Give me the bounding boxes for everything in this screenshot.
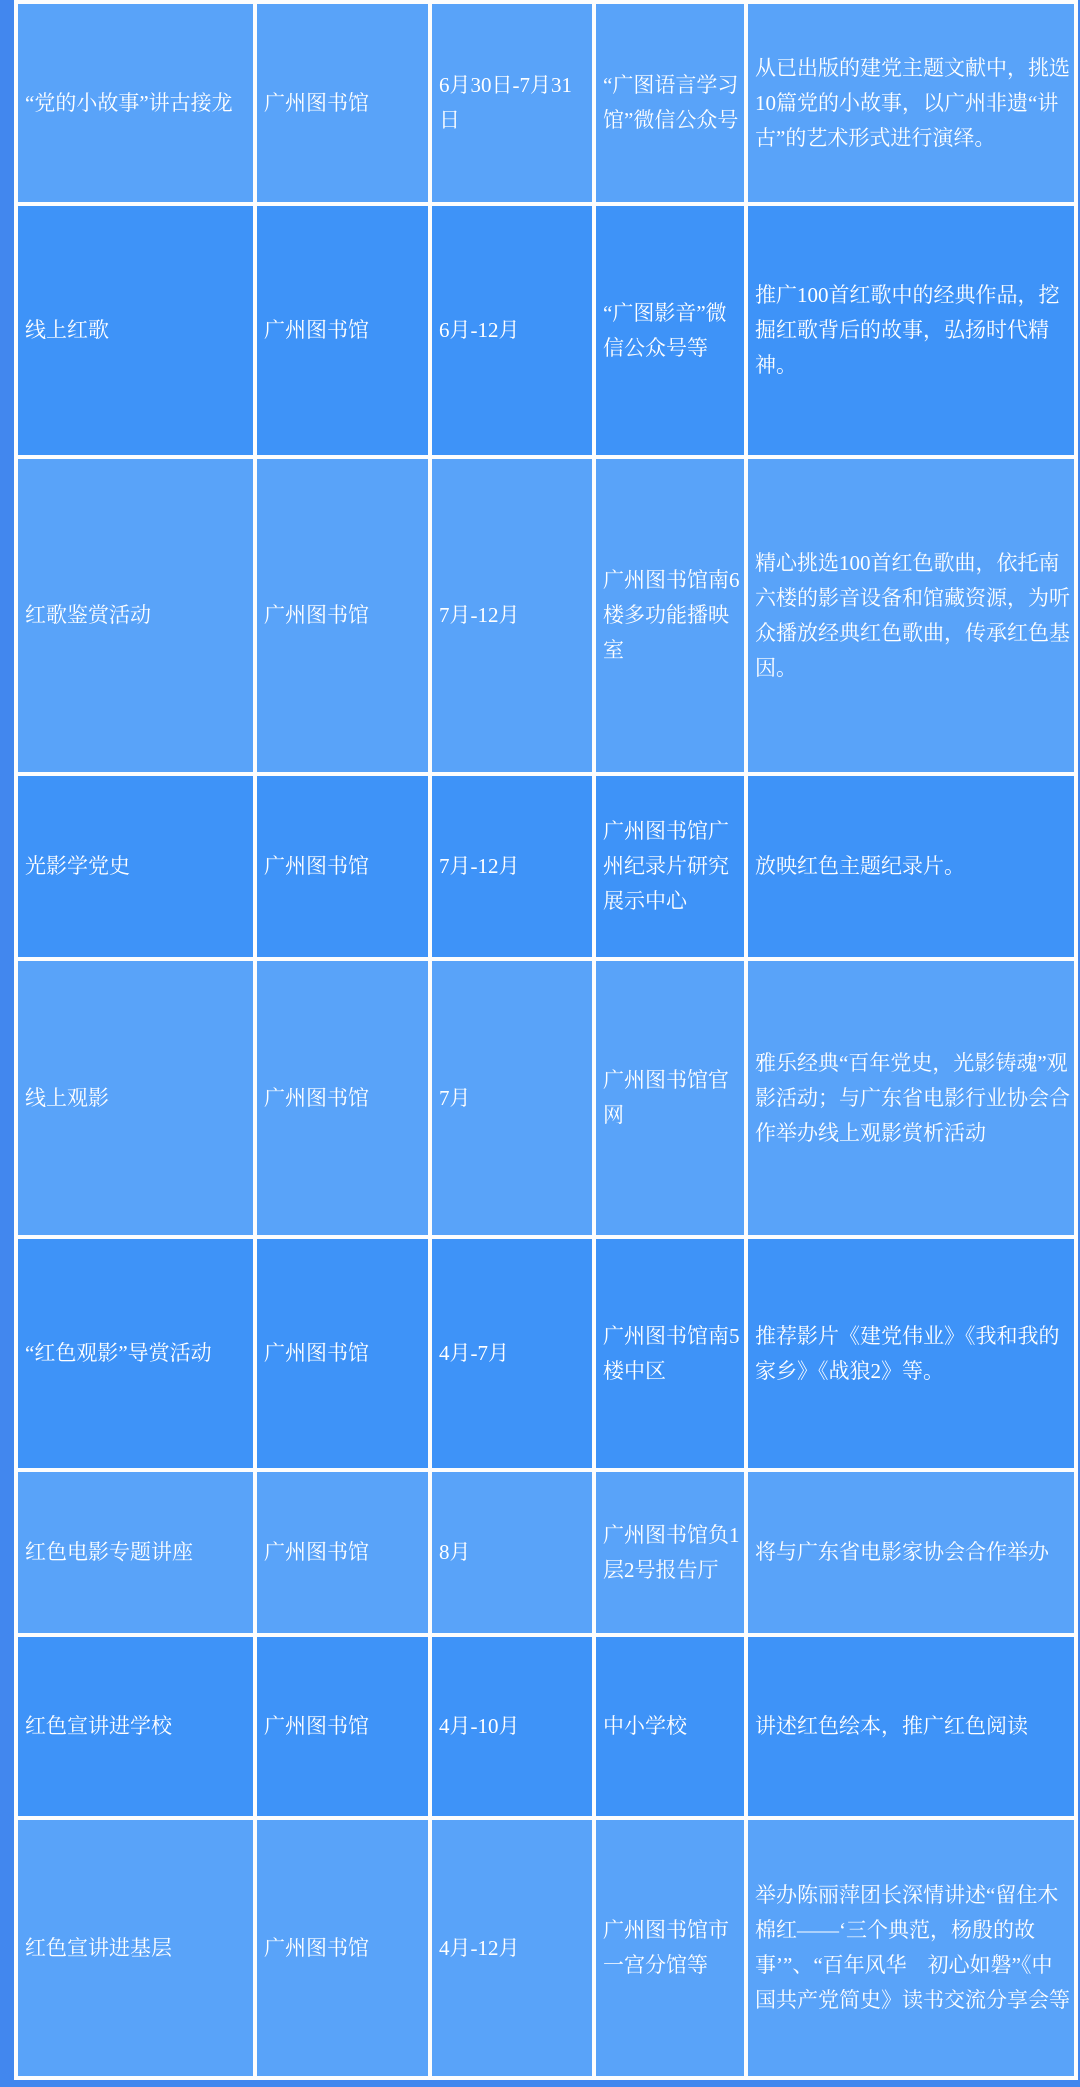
cell-description: 从已出版的建党主题文献中，挑选10篇党的小故事，以广州非遗“讲古”的艺术形式进行演绎。 bbox=[746, 2, 1076, 204]
cell-time: 7月 bbox=[430, 959, 594, 1237]
cell-organizer: 广州图书馆 bbox=[255, 457, 430, 774]
cell-venue: 广州图书馆官网 bbox=[594, 959, 746, 1237]
table-row bbox=[16, 959, 1076, 1237]
cell-venue: “广图语言学习馆”微信公众号 bbox=[594, 2, 746, 204]
cell-organizer: 广州图书馆 bbox=[255, 959, 430, 1237]
cell-time: 7月-12月 bbox=[430, 457, 594, 774]
cell-time: 4月-7月 bbox=[430, 1237, 594, 1470]
table-row bbox=[16, 2, 1076, 204]
cell-description: 举办陈丽萍团长深情讲述“留住木棉红——‘三个典范，杨殷的故事’”、“百年风华 初心如磐”《中国共产党简史》读书交流分享会等 bbox=[746, 1818, 1076, 2078]
cell-description: 精心挑选100首红色歌曲，依托南六楼的影音设备和馆藏资源，为听众播放经典红色歌曲，传承红色基因。 bbox=[746, 457, 1076, 774]
cell-activity: 线上观影 bbox=[16, 959, 255, 1237]
cell-time: 4月-10月 bbox=[430, 1635, 594, 1818]
cell-time: 4月-12月 bbox=[430, 1818, 594, 2078]
table-row bbox=[16, 204, 1076, 457]
cell-venue: 广州图书馆南6楼多功能播映室 bbox=[594, 457, 746, 774]
cell-time: 8月 bbox=[430, 1470, 594, 1635]
cell-activity: 红色电影专题讲座 bbox=[16, 1470, 255, 1635]
cell-description: 将与广东省电影家协会合作举办 bbox=[746, 1470, 1076, 1635]
cell-activity: 红色宣讲进基层 bbox=[16, 1818, 255, 2078]
cell-activity: 红歌鉴赏活动 bbox=[16, 457, 255, 774]
cell-description: 推荐影片《建党伟业》《我和我的家乡》《战狼2》等。 bbox=[746, 1237, 1076, 1470]
cell-organizer: 广州图书馆 bbox=[255, 1237, 430, 1470]
activities-table bbox=[14, 0, 1078, 2080]
cell-venue: 广州图书馆广州纪录片研究展示中心 bbox=[594, 774, 746, 959]
cell-activity: “红色观影”导赏活动 bbox=[16, 1237, 255, 1470]
table-row bbox=[16, 1635, 1076, 1818]
cell-activity: 线上红歌 bbox=[16, 204, 255, 457]
cell-activity: “党的小故事”讲古接龙 bbox=[16, 2, 255, 204]
cell-venue: 中小学校 bbox=[594, 1635, 746, 1818]
cell-description: 推广100首红歌中的经典作品，挖掘红歌背后的故事，弘扬时代精神。 bbox=[746, 204, 1076, 457]
table-row bbox=[16, 1470, 1076, 1635]
cell-time: 7月-12月 bbox=[430, 774, 594, 959]
cell-time: 6月-12月 bbox=[430, 204, 594, 457]
cell-venue: 广州图书馆市一宫分馆等 bbox=[594, 1818, 746, 2078]
cell-activity: 红色宣讲进学校 bbox=[16, 1635, 255, 1818]
cell-organizer: 广州图书馆 bbox=[255, 1818, 430, 2078]
cell-activity: 光影学党史 bbox=[16, 774, 255, 959]
cell-organizer: 广州图书馆 bbox=[255, 204, 430, 457]
cell-organizer: 广州图书馆 bbox=[255, 1635, 430, 1818]
cell-organizer: 广州图书馆 bbox=[255, 2, 430, 204]
table-row bbox=[16, 1818, 1076, 2078]
cell-description: 雅乐经典“百年党史，光影铸魂”观影活动；与广东省电影行业协会合作举办线上观影赏析活动 bbox=[746, 959, 1076, 1237]
cell-venue: 广州图书馆负1层2号报告厅 bbox=[594, 1470, 746, 1635]
table-row bbox=[16, 1237, 1076, 1470]
cell-organizer: 广州图书馆 bbox=[255, 774, 430, 959]
cell-description: 放映红色主题纪录片。 bbox=[746, 774, 1076, 959]
cell-description: 讲述红色绘本，推广红色阅读 bbox=[746, 1635, 1076, 1818]
cell-venue: 广州图书馆南5楼中区 bbox=[594, 1237, 746, 1470]
table-row bbox=[16, 457, 1076, 774]
cell-organizer: 广州图书馆 bbox=[255, 1470, 430, 1635]
cell-venue: “广图影音”微信公众号等 bbox=[594, 204, 746, 457]
cell-time: 6月30日-7月31日 bbox=[430, 2, 594, 204]
table-row bbox=[16, 774, 1076, 959]
